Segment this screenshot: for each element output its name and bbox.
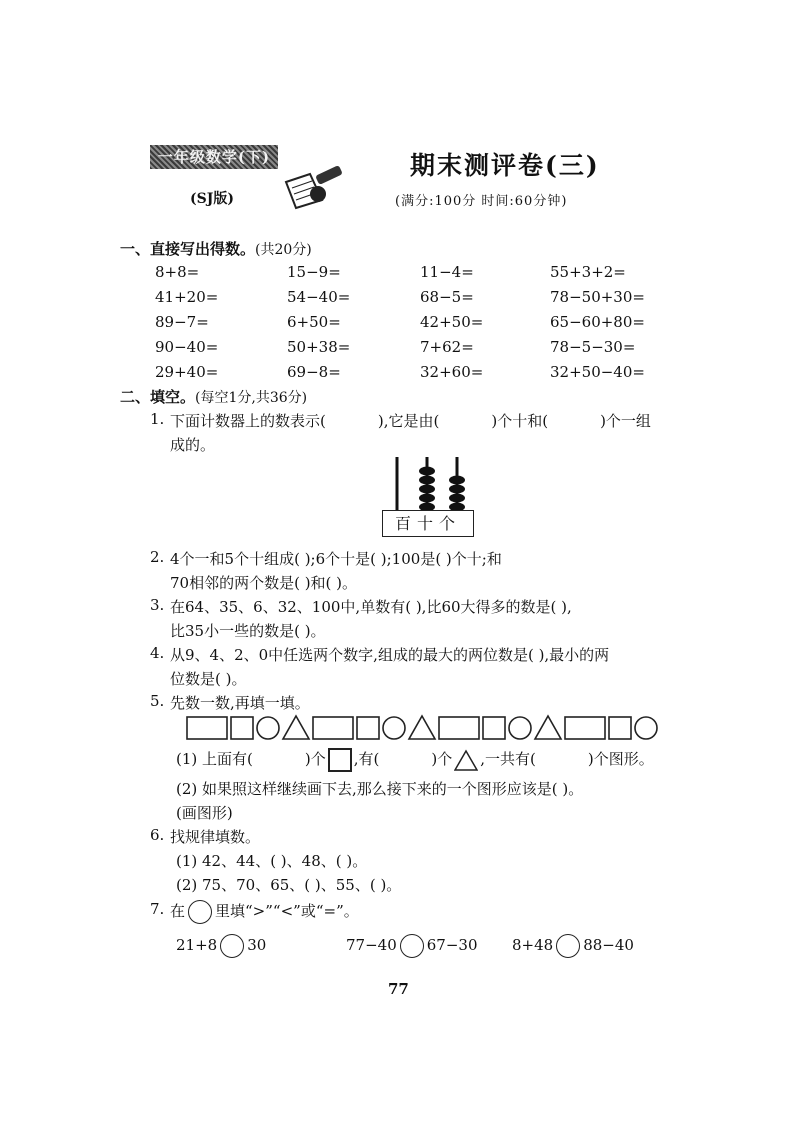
q7-compare-circle-1[interactable]	[220, 934, 244, 958]
abacus-bead-tens	[419, 485, 435, 494]
section1-note: (共20分)	[255, 242, 312, 258]
shape-rect-1	[187, 717, 227, 739]
q2-line2: 70相邻的两个数是( )和( )。	[170, 574, 358, 592]
q6-number: 6.	[150, 826, 165, 844]
page-title: 期末测评卷(三)	[410, 151, 600, 180]
expr-r2c2: 54−40=	[287, 288, 351, 306]
expr-r2c4: 78−50+30=	[550, 288, 645, 306]
shape-sequence	[186, 714, 676, 742]
q5-sub1-text-e: ,一共有(	[480, 750, 536, 768]
abacus-bead-tens	[419, 476, 435, 485]
shape-rect-5	[313, 717, 353, 739]
q7-item3-left: 8+48	[512, 936, 554, 954]
expr-r4c2: 50+38=	[287, 338, 351, 356]
book-telescope-icon	[282, 160, 346, 212]
q5-sub1-text-d: )个	[431, 750, 453, 768]
expr-r3c3: 42+50=	[420, 313, 484, 331]
expr-r5c1: 29+40=	[155, 363, 219, 381]
expr-r3c1: 89−7=	[155, 313, 209, 331]
q4-line1: 从9、4、2、0中任选两个数字,组成的最大的两位数是( ),最小的两	[170, 646, 610, 664]
q1-text-a: 下面计数器上的数表示(	[170, 412, 326, 430]
expr-r1c3: 11−4=	[420, 263, 474, 281]
abacus-bead-ones	[449, 485, 465, 494]
shape-triangle-8	[409, 716, 435, 739]
q1-text-d: )个一组	[600, 412, 651, 430]
q7-item1-left: 21+8	[176, 936, 218, 954]
q1-number: 1.	[150, 410, 165, 428]
shape-square-6	[357, 717, 379, 739]
q7-item1-right: 30	[247, 936, 267, 954]
q5-sub1-text-b: )个	[304, 750, 326, 768]
q3-line2: 比35小一些的数是( )。	[170, 622, 326, 640]
shape-square-2	[231, 717, 253, 739]
shape-triangle-4	[283, 716, 309, 739]
q2-number: 2.	[150, 548, 165, 566]
expr-r1c1: 8+8=	[155, 263, 200, 281]
expr-r4c3: 7+62=	[420, 338, 474, 356]
shape-triangle-12	[535, 716, 561, 739]
square-icon	[328, 748, 352, 772]
grade-badge: 一年级数学(下)	[150, 145, 278, 169]
q6-sub1: (1) 42、44、( )、48、( )。	[176, 852, 368, 870]
q5-number: 5.	[150, 692, 165, 710]
shape-circle-15	[635, 717, 657, 739]
score-time-info: (满分:100分 时间:60分钟)	[395, 194, 568, 209]
q5-sub1-text-c: ,有(	[353, 750, 380, 768]
abacus-bead-ones	[449, 476, 465, 485]
q2-line1: 4个一和5个十组成( );6个十是( );100是( )个十;和	[170, 550, 502, 568]
q7-title	[170, 900, 359, 924]
abacus-bead-tens	[419, 494, 435, 503]
q7-item-2	[346, 934, 478, 958]
q5-sub1-text-f: )个图形。	[587, 750, 654, 768]
expr-r5c2: 69−8=	[287, 363, 341, 381]
q7-compare-circle-2[interactable]	[400, 934, 424, 958]
page-number: 77	[388, 980, 409, 998]
expr-r2c1: 41+20=	[155, 288, 219, 306]
q5-title: 先数一数,再填一填。	[170, 694, 310, 712]
expr-r1c2: 15−9=	[287, 263, 341, 281]
section2-title: 二、填空。	[120, 388, 196, 406]
q7-compare-circle-3[interactable]	[556, 934, 580, 958]
q7-number: 7.	[150, 900, 165, 918]
q7-item2-left: 77−40	[346, 936, 397, 954]
q3-line1: 在64、35、6、32、100中,单数有( ),比60大得多的数是( ),	[170, 598, 572, 616]
q5-sub1	[176, 748, 654, 772]
shape-square-14	[609, 717, 631, 739]
q7-title-a: 在	[170, 902, 186, 920]
q7-item-1	[176, 934, 266, 958]
edition-label: (SJ版)	[190, 191, 234, 207]
triangle-icon	[454, 749, 478, 771]
expr-r5c3: 32+60=	[420, 363, 484, 381]
shape-circle-3	[257, 717, 279, 739]
q1-text-c: )个十和(	[491, 412, 549, 430]
abacus-bead-ones	[449, 494, 465, 503]
shape-square-10	[483, 717, 505, 739]
shape-rect-9	[439, 717, 479, 739]
section1-heading	[120, 238, 312, 259]
section2-note: (每空1分,共36分)	[195, 390, 308, 406]
q7-item-3	[512, 934, 634, 958]
q3-number: 3.	[150, 596, 165, 614]
expr-r2c3: 68−5=	[420, 288, 474, 306]
q5-sub2-line2: (画图形)	[176, 804, 233, 822]
abacus-place-label: 百十个	[382, 510, 474, 537]
expr-r4c4: 78−5−30=	[550, 338, 636, 356]
abacus-tens-beads	[419, 467, 435, 512]
q6-title: 找规律填数。	[170, 828, 261, 846]
q1-line2: 成的。	[170, 436, 216, 454]
q7-item2-right: 67−30	[426, 936, 478, 954]
expr-r3c4: 65−60+80=	[550, 313, 645, 331]
abacus-diagram	[382, 455, 474, 511]
q6-sub2: (2) 75、70、65、( )、55、( )。	[176, 876, 402, 894]
expr-r1c4: 55+3+2=	[550, 263, 626, 281]
q1-text-b: ),它是由(	[377, 412, 440, 430]
expr-r4c1: 90−40=	[155, 338, 219, 356]
q4-line2: 位数是( )。	[170, 670, 247, 688]
q4-number: 4.	[150, 644, 165, 662]
section2-heading	[120, 386, 307, 407]
q7-item3-right: 88−40	[583, 936, 634, 954]
shape-circle-7	[383, 717, 405, 739]
q7-title-b: 里填“>”“<”或“=”。	[215, 902, 359, 920]
expr-r3c2: 6+50=	[287, 313, 341, 331]
q5-sub1-text-a: (1) 上面有(	[176, 750, 253, 768]
shape-rect-13	[565, 717, 605, 739]
section1-title: 一、直接写出得数。	[120, 240, 256, 258]
q1-line1	[170, 410, 651, 431]
abacus-bead-tens	[419, 467, 435, 476]
expr-r5c4: 32+50−40=	[550, 363, 645, 381]
shape-circle-11	[509, 717, 531, 739]
circle-icon	[188, 900, 212, 924]
abacus-ones-beads	[449, 476, 465, 512]
q5-sub2-line1: (2) 如果照这样继续画下去,那么接下来的一个图形应该是( )。	[176, 780, 584, 798]
